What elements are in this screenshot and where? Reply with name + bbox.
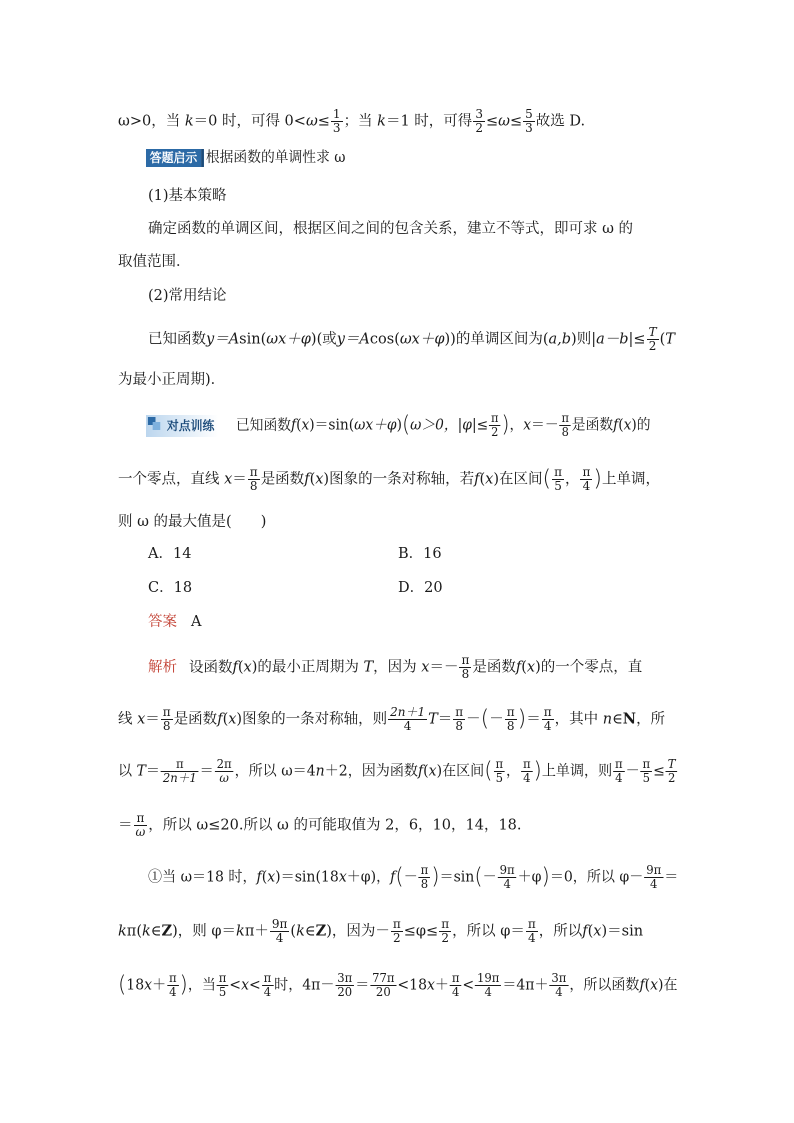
practice-line-1: 对点训练 已知函数f(x)＝sin(ωx＋φ)(ω＞0，|φ|≤ $\frac{\pi}{2}$ )，x＝－ $\frac{\pi}{8}$ 是函数f(x)的 bbox=[146, 412, 678, 439]
fraction: $\frac{\pi}{8}$ bbox=[461, 653, 470, 681]
fraction: $\frac{\pi}{5}$ bbox=[554, 465, 562, 493]
left-paren: ( bbox=[401, 412, 411, 438]
fraction: $\frac{\pi}{8}$ bbox=[561, 411, 569, 439]
case1-line-2: kπ(k∈Z)，则 φ＝kπ＋ $\frac{9\pi}{4}$ (k∈Z)，因为－ $\frac{\pi}{2}$ ≤φ≤ $\frac{\pi}{2}$ ，所以 φ＝ $\frac{\pi}{4}$ ，所以f(x)＝sin bbox=[118, 917, 644, 945]
hint-title: 根据函数的单调性求 ω bbox=[205, 150, 346, 166]
fraction: $\frac{\pi}{4}$ bbox=[527, 917, 536, 945]
fraction: $\frac{\pi}{2n+1}$ bbox=[162, 757, 197, 785]
analysis-line-3: 以 T＝ $\frac{\pi}{2n+1}$ ＝ $\frac{2\pi}{\omega}$ ，所以 ω＝4n＋2，因为函数f(x)在区间( $\frac{\pi}{5}$ ， $\frac{\pi}{4}$ )上单调，则 $\frac{\pi}{4}$ － $\frac{\pi}{5}$ ≤ $\frac{T}{2}$ bbox=[118, 757, 676, 785]
fraction: $\frac{\pi}{8}$ bbox=[249, 465, 258, 493]
fraction: $\frac{19\pi}{4}$ bbox=[477, 971, 500, 999]
fraction: $\frac{\pi}{4}$ bbox=[451, 971, 460, 999]
fraction: $\frac{77\pi}{20}$ bbox=[372, 971, 395, 999]
text: ≤ bbox=[509, 113, 523, 130]
fraction: $\frac{\pi}{5}$ bbox=[642, 757, 651, 785]
analysis-line-4: ＝ $\frac{\pi}{\omega}$ ，所以 ω≤20.所以 ω 的可能取值为 2，6，10，14，18. bbox=[118, 811, 522, 839]
var-omega: ω bbox=[498, 113, 510, 130]
fraction: $\frac{\pi}{8}$ bbox=[455, 705, 464, 733]
fraction: $\frac{9\pi}{4}$ bbox=[646, 863, 662, 891]
fraction: $\frac{\pi}{4}$ bbox=[168, 971, 177, 999]
conclusion-title: (2)常用结论 bbox=[148, 288, 227, 304]
case1-line-3: (18x＋ $\frac{\pi}{4}$ )，当 $\frac{\pi}{5}$ <x< $\frac{\pi}{4}$ 时，4π－ $\frac{3\pi}{20}$ ＝ $\frac{77\pi}{20}$ <18x＋ $\frac{\pi}{4}$ < $\frac{19\pi}{4}$ ＝4π＋ $\frac{3\pi}{4}$ ，所以函数f(x)在 bbox=[118, 971, 678, 999]
fraction: $\frac{9\pi}{4}$ bbox=[499, 863, 515, 891]
conclusion-line: 已知函数y＝Asin(ωx＋φ)(或y＝Acos(ωx＋φ))的单调区间为(a,b)则|a－b|≤ $\frac{T}{2}$ (T bbox=[148, 325, 675, 353]
fraction: $\frac{9\pi}{4}$ bbox=[271, 917, 288, 945]
fraction: $\frac{2n+1}{4}$ bbox=[390, 705, 426, 733]
tag-bar bbox=[201, 149, 204, 167]
text: ω>0，当 bbox=[118, 113, 185, 130]
fraction: $\frac{3\pi}{20}$ bbox=[337, 971, 353, 999]
answer-value: A bbox=[191, 614, 202, 630]
hint-heading bbox=[146, 148, 678, 168]
fraction: $\frac{T}{2}$ bbox=[667, 757, 676, 785]
analysis-line-1: 解析 设函数f(x)的最小正周期为 T，因为 x＝－ $\frac{\pi}{8}$ 是函数f(x)的一个零点，直 bbox=[148, 653, 643, 681]
practice-line-2: 一个零点，直线 x＝ $\frac{\pi}{8}$ 是函数f(x)图象的一条对称轴，若f(x)在区间( $\frac{\pi}{5}$ ， $\frac{\pi}{4}$ )上单调， bbox=[118, 465, 660, 493]
option-c: C．18 bbox=[148, 580, 193, 596]
text: 故选 D. bbox=[535, 113, 586, 130]
fraction: $\frac{\pi}{2}$ bbox=[441, 917, 450, 945]
analysis-line-2: 线 x＝ $\frac{\pi}{8}$ 是函数f(x)图象的一条对称轴，则 $\frac{2n+1}{4}$ T＝ $\frac{\pi}{8}$ －(－ $\frac{\pi}{8}$ )＝ $\frac{\pi}{4}$ ，其中 n∈N，所 bbox=[118, 705, 666, 733]
fraction: $\frac{3}{2}$ bbox=[475, 107, 483, 135]
fraction: $\frac{5}{3}$ bbox=[525, 107, 533, 135]
fraction: $\frac{\pi}{5}$ bbox=[218, 971, 227, 999]
text: ≤ bbox=[485, 113, 499, 130]
var-omega: ω bbox=[305, 113, 318, 130]
fraction: $\frac{\pi}{8}$ bbox=[162, 705, 171, 733]
option-b: B．16 bbox=[398, 546, 442, 562]
text: ≤ bbox=[317, 113, 330, 130]
fraction: $\frac{3\pi}{4}$ bbox=[551, 971, 567, 999]
fraction: $\frac{\pi}{4}$ bbox=[263, 971, 272, 999]
fraction: $\frac{2\pi}{\omega}$ bbox=[216, 757, 232, 785]
hint-tag: 答题启示 bbox=[146, 149, 201, 167]
var-k: k bbox=[184, 113, 194, 130]
fraction: $\frac{\pi}{4}$ bbox=[615, 757, 623, 785]
fraction: $\frac{\pi}{8}$ bbox=[420, 863, 429, 891]
fraction: $\frac{\pi}{8}$ bbox=[506, 705, 515, 733]
conclusion-end: 为最小正周期)． bbox=[118, 372, 226, 388]
fraction: $\frac{\pi}{4}$ bbox=[543, 705, 552, 733]
strategy-text-line-2: 取值范围． bbox=[118, 254, 191, 270]
practice-tag: 对点训练 bbox=[146, 415, 218, 437]
fraction: $\frac{\pi}{2}$ bbox=[392, 917, 401, 945]
fraction: $\frac{1}{3}$ bbox=[332, 107, 341, 135]
answer-label: 答案 bbox=[148, 614, 177, 630]
fraction: $\frac{\pi}{5}$ bbox=[495, 757, 504, 785]
solution-continuation-line bbox=[118, 108, 678, 135]
text: ；当 bbox=[343, 113, 378, 130]
right-paren: ) bbox=[501, 412, 510, 438]
fraction: $\frac{\pi}{\omega}$ bbox=[135, 811, 146, 839]
text: ＝1 时，可得 bbox=[385, 113, 473, 130]
fraction: $\frac{\pi}{2}$ bbox=[490, 411, 499, 439]
var-k: k bbox=[377, 113, 386, 130]
strategy-title: (1)基本策略 bbox=[148, 188, 227, 204]
answer-line bbox=[148, 612, 678, 632]
option-d: D．20 bbox=[398, 580, 443, 596]
fraction: $\frac{\pi}{4}$ bbox=[522, 757, 531, 785]
practice-line-3: 则 ω 的最大值是( ) bbox=[118, 514, 267, 530]
strategy-text-line-1: 确定函数的单调区间，根据区间之间的包含关系，建立不等式，即可求 ω 的 bbox=[148, 221, 634, 237]
fraction: $\frac{\pi}{4}$ bbox=[582, 465, 591, 493]
option-a: A．14 bbox=[148, 546, 192, 562]
fraction: $\frac{T}{2}$ bbox=[648, 325, 657, 353]
analysis-label: 解析 bbox=[148, 659, 177, 676]
case1-line-1: ①当 ω＝18 时，f(x)＝sin(18x＋φ)，f(－ $\frac{\pi}{8}$ )＝sin(－ $\frac{9\pi}{4}$ ＋φ)＝0，所以 φ－ $\frac{9\pi}{4}$ ＝ bbox=[148, 863, 679, 891]
text: ＝0 时，可得 0< bbox=[193, 113, 306, 130]
